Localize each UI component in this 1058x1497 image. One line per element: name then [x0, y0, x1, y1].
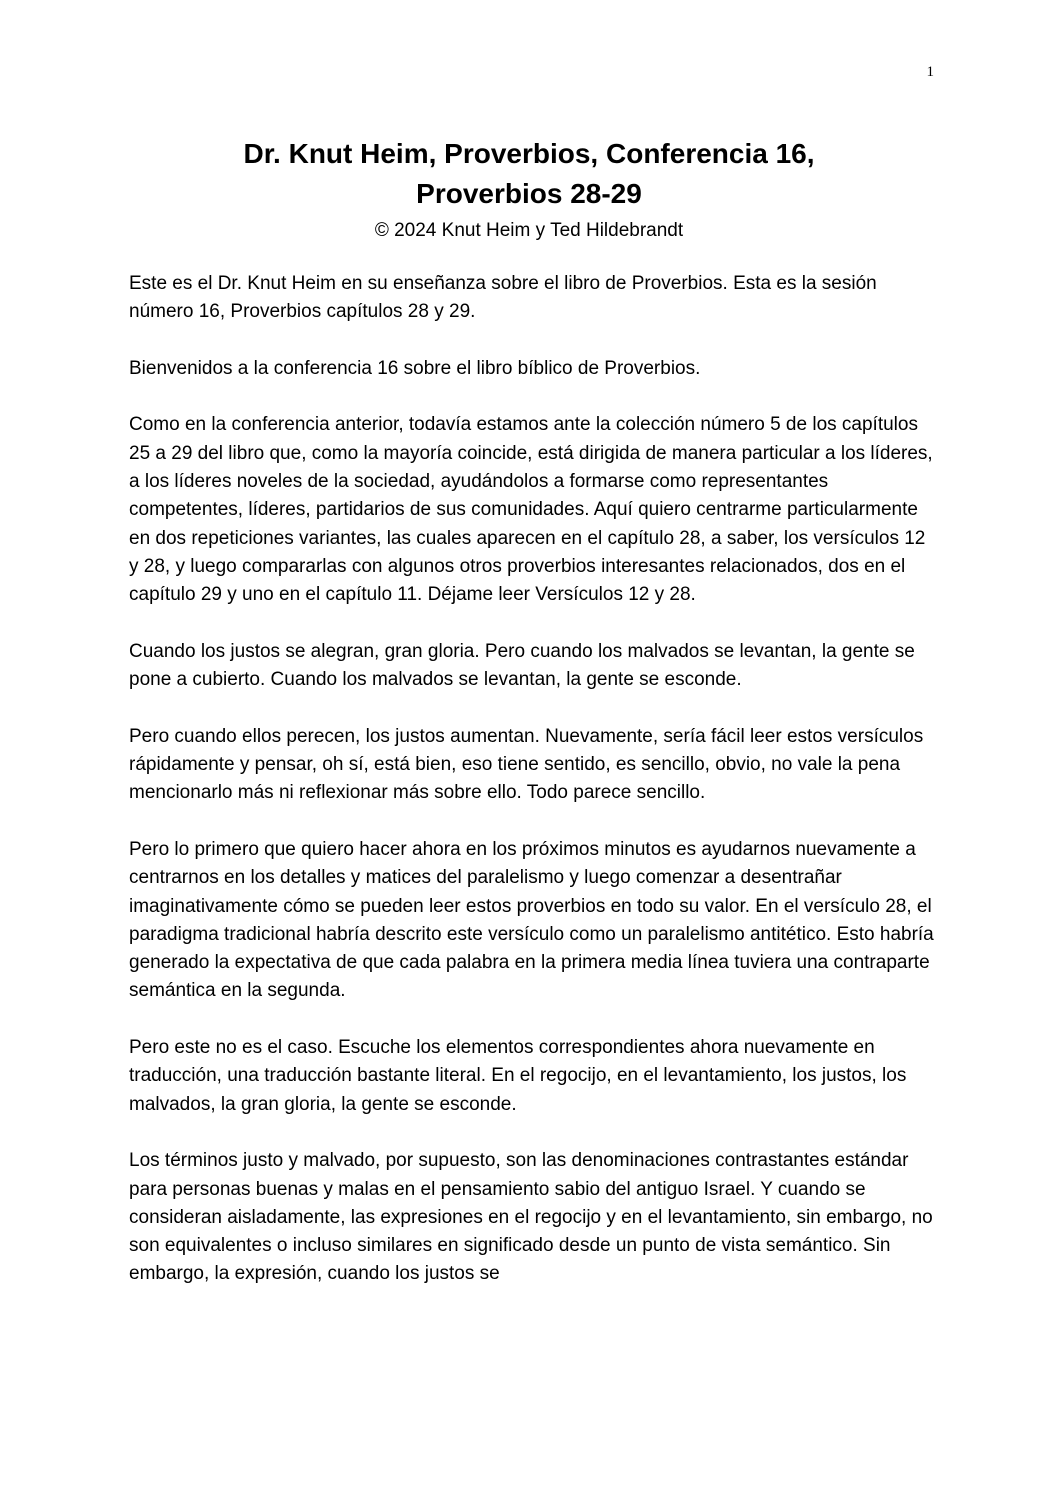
paragraph-7: Pero este no es el caso. Escuche los elementos correspondientes ahora nuevamente en traducción, una traducción bastante literal. En el regocijo, en el levantamiento, los justos, los malvados, la gran gloria, la gente se esconde.: [129, 1037, 907, 1115]
title-line-2: Proverbios 28-29: [416, 178, 642, 209]
document-header: [129, 134, 929, 246]
document-body: [129, 270, 939, 1317]
paragraph-4: Cuando los justos se alegran, gran gloria. Pero cuando los malvados se levantan, la gente se pone a cubierto. Cuando los malvados se levantan, la gente se esconde.: [129, 640, 915, 691]
page-number: 1: [926, 64, 934, 80]
paragraph-5: Pero cuando ellos perecen, los justos aumentan. Nuevamente, sería fácil leer estos versículos rápidamente y pensar, oh sí, está bien, eso tiene sentido, es sencillo, obvio, no vale la pena mencionarlo más ni reflexionar más sobre ello. Todo parece sencillo.: [129, 725, 924, 804]
paragraph-6: Pero lo primero que quiero hacer ahora en los próximos minutos es ayudarnos nuevamente a centrarnos en los detalles y matices del paralelismo y luego comenzar a desentrañar imaginativamente cómo se pueden leer estos proverbios en todo su valor. En el versículo 28, el paradigma tradicional habría descrito este versículo como un paralelismo antitético. Esto habría generado la expectativa de que cada palabra en la primera media línea tuviera una contraparte semántica en la segunda.: [129, 838, 934, 1002]
document-title: [129, 134, 929, 214]
paragraph-8: Los términos justo y malvado, por supuesto, son las denominaciones contrastantes estándar para personas buenas y malas en el pensamiento sabio del antiguo Israel. Y cuando se consideran aisladamente, las expresiones en el regocijo y en el levantamiento, sin embargo, no son equivalentes o incluso similares en significado desde un punto de vista semántico. Sin embargo, la expresión, cuando los justos se: [129, 1150, 933, 1285]
paragraph-1: Este es el Dr. Knut Heim en su enseñanza sobre el libro de Proverbios. Esta es la sesión número 16, Proverbios capítulos 28 y 29.: [129, 273, 877, 323]
title-line-1: Dr. Knut Heim, Proverbios, Conferencia 16,: [243, 138, 815, 169]
copyright-line: © 2024 Knut Heim y Ted Hildebrandt: [374, 220, 684, 241]
paragraph-2: Bienvenidos a la conferencia 16 sobre el libro bíblico de Proverbios.: [129, 357, 701, 379]
paragraph-3: Como en la conferencia anterior, todavía estamos ante la colección número 5 de los capítulos 25 a 29 del libro que, como la mayoría coincide, está dirigida de manera particular a los líderes, a los líderes noveles de la sociedad, ayudándolos a formarse como representantes competentes, líderes, partidarios de sus comunidades. Aquí quiero centrarme particularmente en dos repeticiones variantes, las cuales aparecen en el capítulo 28, a saber, los versículos 12 y 28, y luego compararlas con algunos otros proverbios interesantes relacionados, dos en el capítulo 29 y uno en el capítulo 11. Déjame leer Versículos 12 y 28.: [129, 414, 933, 606]
